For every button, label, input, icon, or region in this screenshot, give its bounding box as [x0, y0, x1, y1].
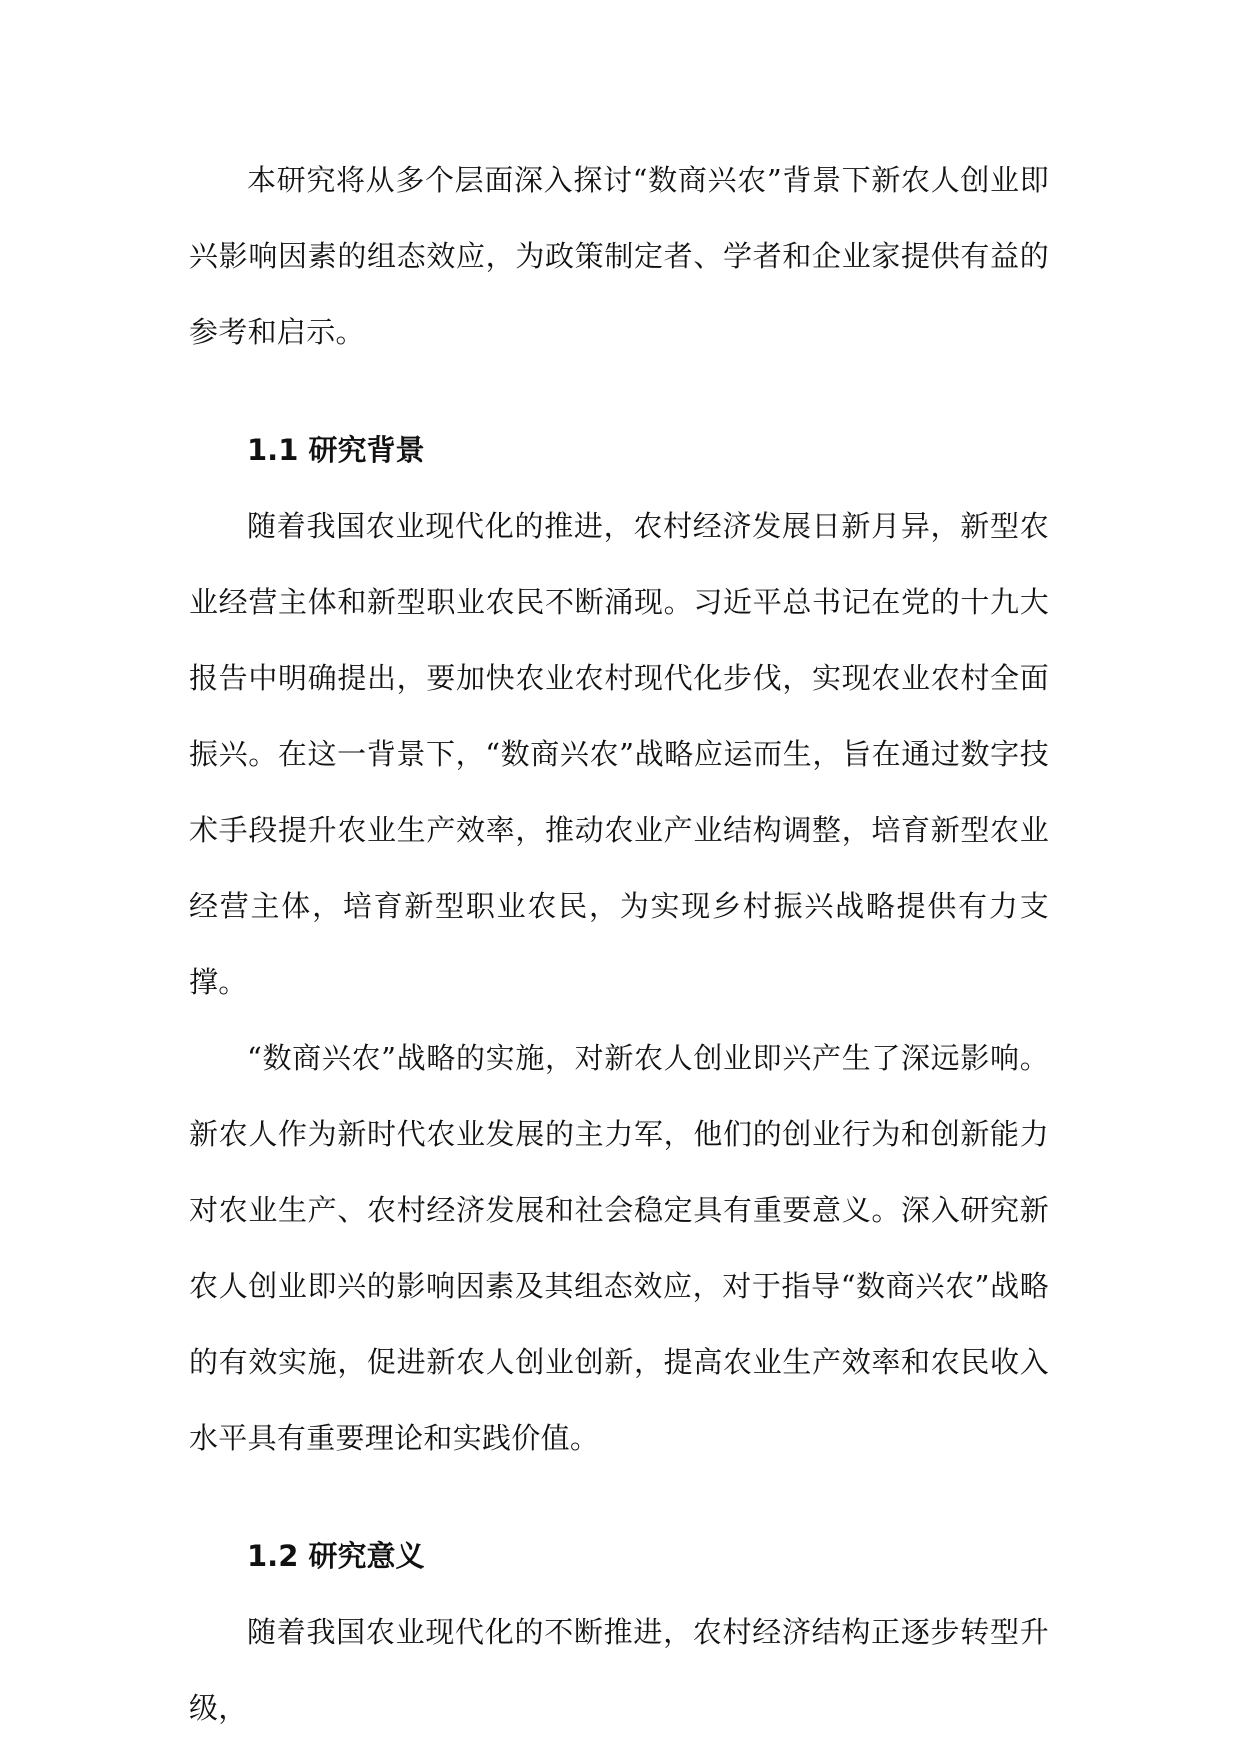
document-body [189, 142, 1049, 1746]
background-paragraph-1: 随着我国农业现代化的推进，农村经济发展日新月异，新型农业经营主体和新型职业农民不断涌现。习近平总书记在党的十九大报告中明确提出，要加快农业农村现代化步伐，实现农业农村全面振兴。在这一背景下，“数商兴农”战略应运而生，旨在通过数字技术手段提升农业生产效率，推动农业产业结构调整，培育新型农业经营主体，培育新型职业农民，为实现乡村振兴战略提供有力支撑。 [189, 509, 1049, 999]
section-heading-1-2: 1.2 研究意义 [247, 1539, 425, 1573]
significance-paragraph-1: 随着我国农业现代化的不断推进，农村经济结构正逐步转型升级， [189, 1615, 1049, 1725]
intro-paragraph: 本研究将从多个层面深入探讨“数商兴农”背景下新农人创业即兴影响因素的组态效应，为政策制定者、学者和企业家提供有益的参考和启示。 [189, 163, 1049, 349]
background-paragraph-2: “数商兴农”战略的实施，对新农人创业即兴产生了深远影响。新农人作为新时代农业发展的主力军，他们的创业行为和创新能力对农业生产、农村经济发展和社会稳定具有重要意义。深入研究新农人创业即兴的影响因素及其组态效应，对于指导“数商兴农”战略的有效实施，促进新农人创业创新，提高农业生产效率和农民收入水平具有重要理论和实践价值。 [189, 1041, 1049, 1455]
section-heading-1-1: 1.1 研究背景 [247, 433, 425, 467]
section-gap [189, 1476, 1049, 1518]
section-gap [189, 370, 1049, 412]
